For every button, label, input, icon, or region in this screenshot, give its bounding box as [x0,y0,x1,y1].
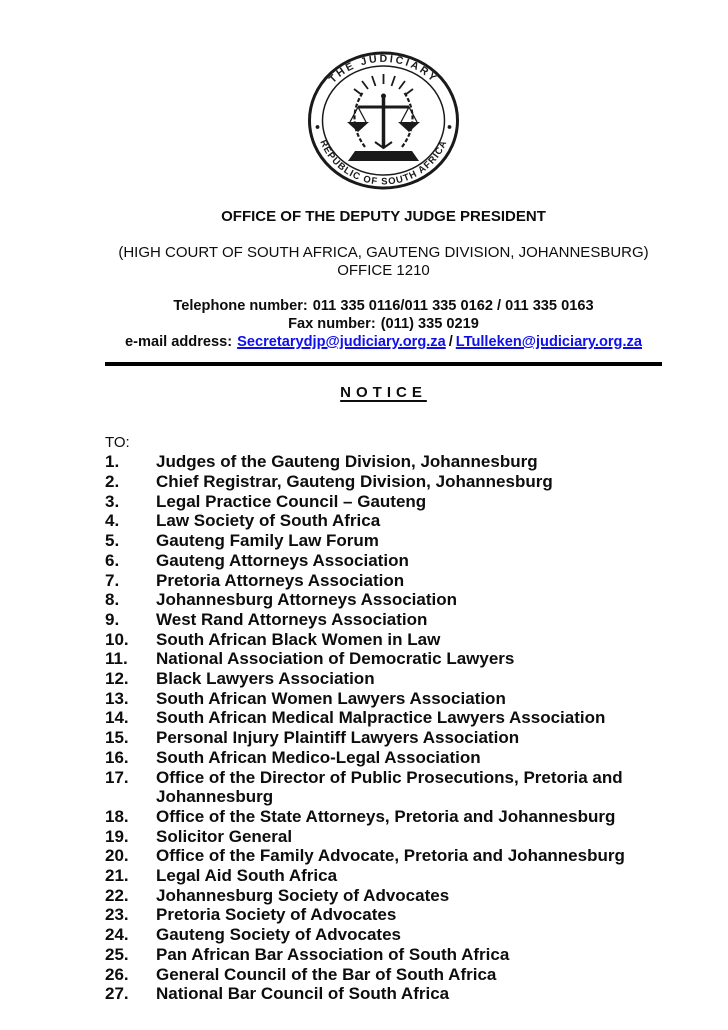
office-title: OFFICE OF THE DEPUTY JUDGE PRESIDENT [221,208,546,225]
recipient-item [105,965,662,985]
recipient-item [105,866,662,886]
recipient-number: 19. [105,826,129,846]
recipient-number: 16. [105,747,129,767]
recipient-item [105,728,662,748]
recipient-number: 8. [105,590,120,610]
seal-bottom-text: REPUBLIC OF SOUTH AFRICA [317,138,450,188]
recipient-item [105,649,662,669]
recipient-number: 5. [105,531,120,551]
recipient-item [105,590,662,610]
office-number: OFFICE 1210 [337,262,430,279]
recipient-number: 13. [105,688,129,708]
recipient-item [105,531,662,551]
recipient-number: 25. [105,944,129,964]
recipient-name: Office of the Director of Public Prosecutions, Pretoria and Johannesburg [156,767,623,807]
recipient-item [105,630,662,650]
recipient-name: Chief Registrar, Gauteng Division, Johannesburg [156,472,553,492]
recipient-item [105,551,662,571]
judiciary-seal [305,50,462,191]
recipient-number: 11. [105,649,128,669]
divider-rule [105,362,662,366]
recipient-item [105,846,662,866]
judiciary-seal-graphic [305,50,462,191]
seal-top-text: THE JUDICIARY [326,52,441,86]
fax-label: Fax number: [288,316,376,333]
recipient-item [105,827,662,847]
recipient-name: Gauteng Family Law Forum [156,531,379,551]
recipient-name: Johannesburg Society of Advocates [156,885,450,905]
recipient-name: Pretoria Society of Advocates [156,905,397,925]
recipient-name: General Council of the Bar of South Africa [156,964,497,984]
fax-number: (011) 335 0219 [380,316,479,333]
recipient-number: 1. [105,452,120,472]
recipient-item [105,571,662,591]
recipient-item [105,511,662,531]
recipient-item [105,886,662,906]
recipient-name: Office of the Family Advocate, Pretoria and Johannesburg [156,846,625,866]
recipient-number: 15. [105,728,129,748]
recipient-number: 2. [105,472,120,492]
recipient-name: South African Women Lawyers Association [156,688,506,708]
email-link-secretarydjp[interactable]: Secretarydjp@judiciary.org.za [237,334,446,351]
recipient-item [105,669,662,689]
recipient-name: Office of the State Attorneys, Pretoria and Johannesburg [156,806,616,826]
recipient-number: 18. [105,806,129,826]
recipient-number: 21. [105,866,129,886]
recipient-number: 6. [105,550,120,570]
recipient-number: 12. [105,669,129,689]
telephone-numbers: 011 335 0116/011 335 0162 / 011 335 0163 [312,298,594,314]
recipient-item [105,807,662,827]
recipient-item [105,610,662,630]
recipient-name: South African Black Women in Law [156,629,441,649]
recipient-name: South African Medical Malpractice Lawyers Association [156,708,606,728]
recipient-name: Pan African Bar Association of South Africa [156,944,510,964]
seal-left-dot [316,125,320,129]
recipient-name: South African Medico-Legal Association [156,747,481,767]
recipient-number: 24. [105,925,129,945]
recipient-number: 14. [105,708,129,728]
recipient-item [105,984,662,1004]
fax-line [105,315,662,333]
contact-block [105,297,662,352]
recipient-name: Solicitor General [156,826,293,846]
recipient-item [105,708,662,728]
recipient-name: West Rand Attorneys Association [156,609,428,629]
telephone-line [105,297,662,315]
recipient-item [105,768,662,807]
recipient-number: 17. [105,767,129,787]
recipient-number: 4. [105,511,120,531]
recipient-item [105,452,662,472]
email-separator: / [448,334,453,351]
recipient-name: Black Lawyers Association [156,669,375,689]
email-line [105,333,662,351]
telephone-label: Telephone number: [173,298,308,314]
recipient-number: 22. [105,885,129,905]
notice-heading: NOTICE [340,383,427,401]
recipient-name: Legal Aid South Africa [156,866,338,886]
recipient-name: Judges of the Gauteng Division, Johannesburg [156,452,538,472]
recipient-item [105,945,662,965]
court-line: (HIGH COURT OF SOUTH AFRICA, GAUTENG DIVISION, JOHANNESBURG) [118,244,649,261]
recipient-item [105,925,662,945]
recipient-number: 26. [105,964,129,984]
recipient-name: Johannesburg Attorneys Association [156,590,458,610]
recipient-name: National Bar Council of South Africa [156,984,450,1004]
recipient-item [105,689,662,709]
recipients-list [105,452,662,1004]
recipient-number: 10. [105,629,129,649]
recipient-name: Pretoria Attorneys Association [156,570,405,590]
recipient-number: 3. [105,491,120,511]
recipient-name: Gauteng Society of Advocates [156,925,401,945]
recipient-item [105,492,662,512]
recipient-item [105,472,662,492]
email-label: e-mail address: [125,334,233,351]
recipient-item [105,748,662,768]
recipient-number: 7. [105,570,120,590]
recipient-name: National Association of Democratic Lawyers [156,649,515,669]
recipient-item [105,905,662,925]
recipient-name: Personal Injury Plaintiff Lawyers Association [156,728,520,748]
recipient-number: 23. [105,905,129,925]
recipient-name: Legal Practice Council – Gauteng [156,491,427,511]
recipient-name: Gauteng Attorneys Association [156,550,409,570]
email-link-ltulleken[interactable]: LTulleken@judiciary.org.za [455,334,642,351]
seal-right-dot [448,125,452,129]
recipient-number: 9. [105,609,120,629]
recipient-number: 27. [105,984,129,1004]
recipient-number: 20. [105,846,129,866]
to-label: TO: [105,433,130,451]
document-content [105,0,662,1004]
recipient-name: Law Society of South Africa [156,511,381,531]
